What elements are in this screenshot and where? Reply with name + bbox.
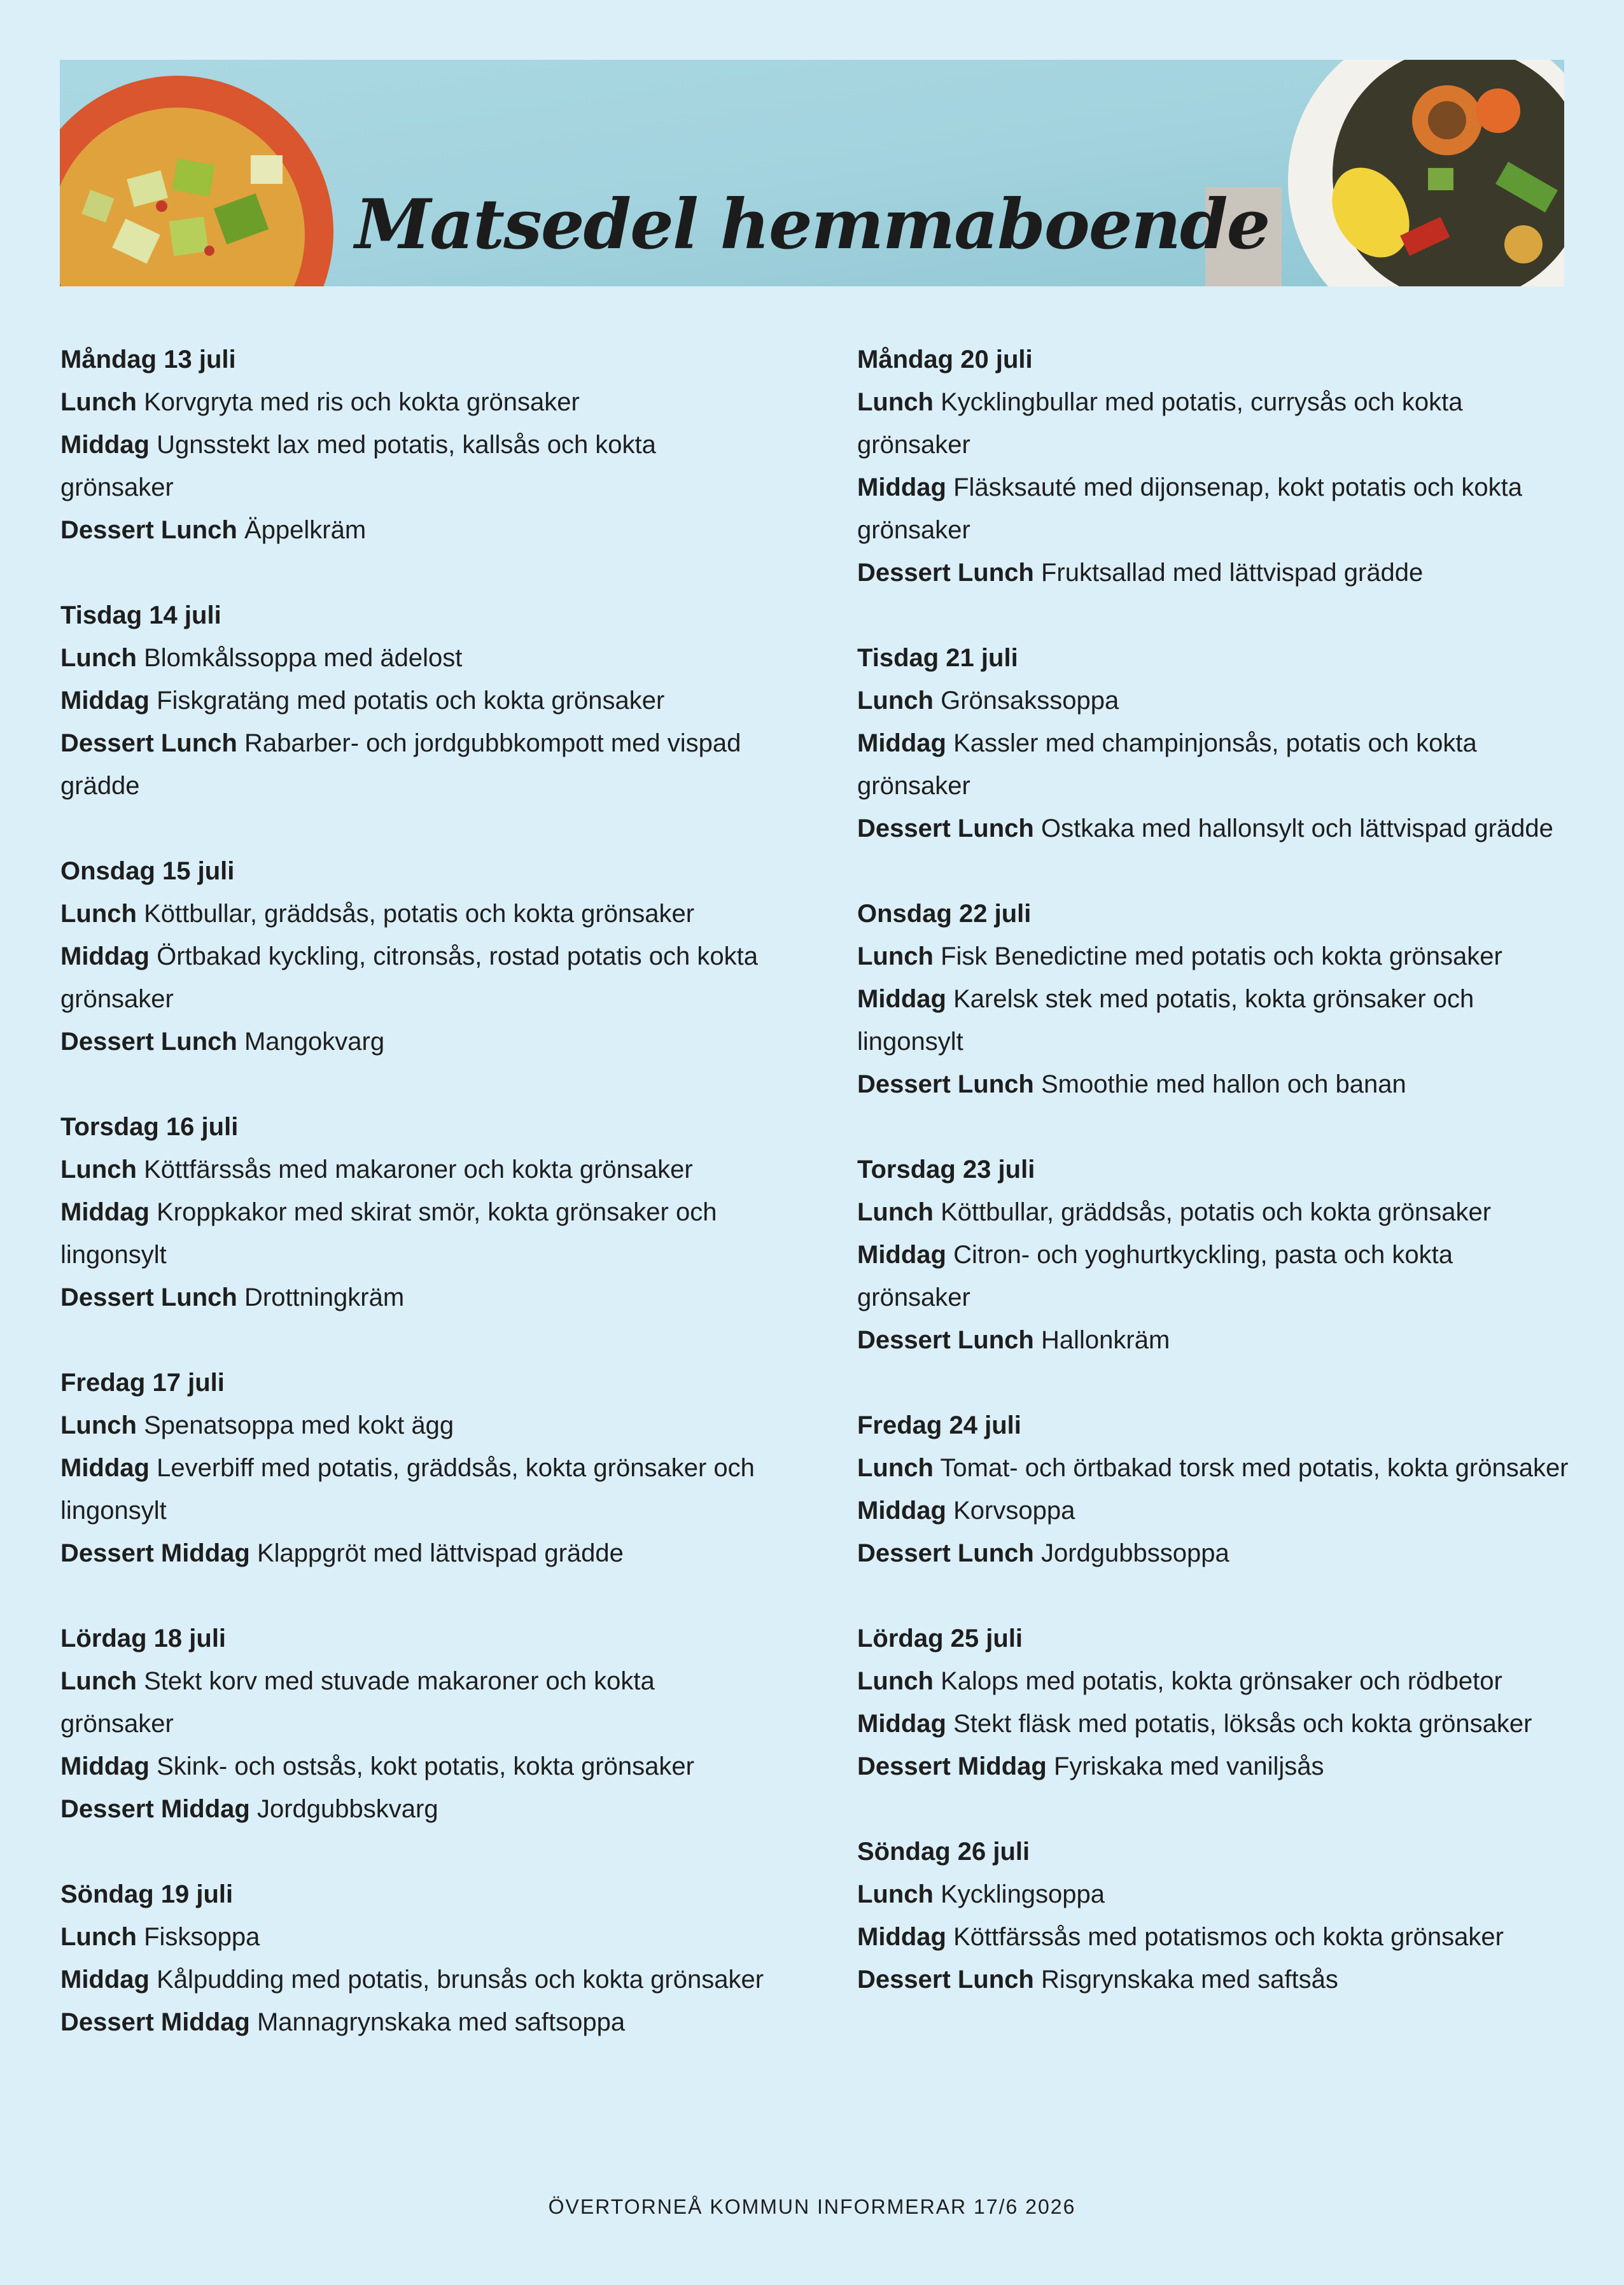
meal-text: Köttbullar, gräddsås, potatis och kokta grönsaker	[941, 1198, 1492, 1226]
meal-text: Kassler med champinjonsås, potatis och kokta grönsaker	[857, 729, 1477, 800]
meal-row	[60, 680, 773, 722]
day-block	[857, 1831, 1570, 2001]
meal-text: Fisk Benedictine med potatis och kokta grönsaker	[941, 942, 1502, 970]
meal-text: Fruktsallad med lättvispad grädde	[1040, 559, 1424, 587]
day-block	[60, 1618, 773, 1831]
meal-label: Dessert Lunch	[857, 1966, 1034, 1994]
meal-row	[857, 552, 1570, 594]
page-title: Matsedel hemmaboende	[354, 185, 1270, 265]
meal-text: Korvsoppa	[953, 1497, 1075, 1525]
day-block	[857, 1404, 1570, 1575]
day-title: Lördag 25 juli	[857, 1625, 1023, 1653]
meal-row	[60, 1660, 773, 1745]
day-title: Lördag 18 juli	[60, 1625, 227, 1653]
meal-text: Drottningkräm	[244, 1283, 405, 1311]
meal-label: Lunch	[60, 1923, 137, 1951]
meal-row	[60, 935, 773, 1021]
meal-text: Fisksoppa	[144, 1923, 260, 1951]
day-title: Tisdag 21 juli	[857, 644, 1018, 672]
day-block	[857, 339, 1570, 594]
meal-row	[60, 893, 773, 935]
meal-row	[60, 381, 773, 424]
meal-text: Hallonkräm	[1040, 1326, 1170, 1354]
day-block	[857, 1149, 1570, 1362]
meal-label: Dessert Lunch	[857, 814, 1034, 842]
day-block	[857, 893, 1570, 1106]
meal-label: Dessert Lunch	[857, 1326, 1034, 1354]
meal-text: Mangokvarg	[244, 1028, 385, 1056]
meal-text: Fyriskaka med vaniljsås	[1053, 1752, 1324, 1780]
meal-row	[857, 1532, 1570, 1575]
meal-row	[60, 1916, 773, 1959]
meal-row	[60, 1404, 773, 1447]
meal-row	[857, 1319, 1570, 1362]
meal-text: Kroppkakor med skirat smör, kokta grönsaker och lingonsylt	[60, 1198, 717, 1269]
meal-text: Kycklingbullar med potatis, currysås och kokta grönsaker	[857, 388, 1463, 459]
meal-label: Middag	[60, 942, 150, 970]
meal-row	[60, 1532, 773, 1575]
meal-row	[857, 807, 1570, 850]
meal-label: Lunch	[60, 1156, 137, 1184]
meal-text: Citron- och yoghurtkyckling, pasta och kokta grönsaker	[857, 1241, 1453, 1311]
day-block	[60, 1362, 773, 1575]
meal-label: Middag	[60, 687, 150, 715]
meal-label: Lunch	[60, 900, 137, 928]
meal-text: Stekt fläsk med potatis, löksås och kokta grönsaker	[953, 1710, 1532, 1738]
meal-row	[60, 1191, 773, 1276]
meal-text: Grönsakssoppa	[941, 687, 1119, 715]
meal-text: Spenatsoppa med kokt ägg	[144, 1411, 454, 1439]
meal-row	[60, 424, 773, 509]
meal-row	[857, 1916, 1570, 1959]
meal-text: Äppelkräm	[244, 516, 367, 544]
meal-text: Leverbiff med potatis, gräddsås, kokta grönsaker och lingonsylt	[60, 1454, 755, 1525]
meal-label: Middag	[60, 431, 150, 459]
meal-label: Dessert Lunch	[60, 516, 237, 544]
day-title: Onsdag 15 juli	[60, 857, 235, 885]
meal-row	[60, 1959, 773, 2001]
meal-label: Dessert Middag	[60, 2008, 250, 2036]
meal-text: Korvgryta med ris och kokta grönsaker	[144, 388, 580, 416]
meal-label: Dessert Middag	[60, 1539, 250, 1567]
day-title: Torsdag 23 juli	[857, 1156, 1035, 1184]
meal-row	[857, 466, 1570, 552]
meal-text: Fiskgratäng med potatis och kokta grönsaker	[157, 687, 665, 715]
meal-row	[857, 1703, 1570, 1745]
day-block	[60, 1873, 773, 2044]
meal-label: Middag	[857, 729, 946, 757]
meal-text: Klappgröt med lättvispad grädde	[256, 1539, 624, 1567]
meal-row	[60, 1276, 773, 1319]
meal-label: Lunch	[857, 942, 934, 970]
meal-label: Lunch	[60, 644, 137, 672]
meal-row	[60, 1447, 773, 1532]
meal-label: Lunch	[857, 1667, 934, 1695]
menu-column-left	[60, 339, 773, 2086]
header-banner	[60, 60, 1564, 286]
meal-text: Smoothie med hallon och banan	[1040, 1070, 1406, 1098]
meal-row	[60, 1788, 773, 1831]
meal-row	[857, 1873, 1570, 1916]
meal-label: Middag	[60, 1752, 150, 1780]
meal-label: Lunch	[60, 388, 137, 416]
footer-text: ÖVERTORNEÅ KOMMUN INFORMERAR 17/6 2026	[548, 2195, 1076, 2218]
meal-row	[60, 1021, 773, 1063]
day-title: Söndag 19 juli	[60, 1880, 234, 1908]
meal-label: Middag	[60, 1198, 150, 1226]
meal-row	[857, 935, 1570, 978]
meal-label: Lunch	[60, 1667, 137, 1695]
meal-text: Ostkaka med hallonsylt och lättvispad grädde	[1040, 814, 1553, 842]
meal-label: Lunch	[60, 1411, 137, 1439]
meal-label: Dessert Lunch	[60, 729, 237, 757]
meal-row	[857, 1063, 1570, 1106]
meal-text: Tomat- och örtbakad torsk med potatis, kokta grönsaker	[940, 1454, 1569, 1482]
meal-label: Lunch	[857, 687, 934, 715]
meal-row	[60, 509, 773, 552]
day-title: Måndag 20 juli	[857, 346, 1033, 374]
meal-label: Dessert Lunch	[60, 1028, 237, 1056]
meal-text: Örtbakad kyckling, citronsås, rostad potatis och kokta grönsaker	[60, 942, 758, 1013]
meal-text: Kalops med potatis, kokta grönsaker och rödbetor	[941, 1667, 1502, 1695]
day-block	[857, 637, 1570, 850]
meal-label: Lunch	[857, 388, 934, 416]
meal-text: Jordgubbssoppa	[1040, 1539, 1229, 1567]
meal-text: Jordgubbskvarg	[256, 1795, 438, 1823]
day-title: Torsdag 16 juli	[60, 1113, 239, 1141]
meal-label: Dessert Lunch	[857, 1070, 1034, 1098]
meal-text: Rabarber- och jordgubbkompott med vispad grädde	[60, 729, 741, 800]
meal-text: Kålpudding med potatis, brunsås och kokta grönsaker	[157, 1966, 764, 1994]
meal-label: Middag	[857, 1710, 946, 1738]
meal-label: Dessert Middag	[60, 1795, 250, 1823]
day-block	[60, 850, 773, 1063]
meal-label: Dessert Lunch	[857, 559, 1034, 587]
day-block	[60, 339, 773, 552]
meal-row	[857, 1447, 1570, 1490]
meal-label: Middag	[857, 1497, 946, 1525]
day-title: Tisdag 14 juli	[60, 601, 221, 629]
meal-text: Köttfärssås med makaroner och kokta grönsaker	[144, 1156, 693, 1184]
meal-row	[857, 1234, 1570, 1319]
day-title: Fredag 17 juli	[60, 1369, 225, 1397]
meal-text: Stekt korv med stuvade makaroner och kokta grönsaker	[60, 1667, 655, 1738]
meal-text: Risgrynskaka med saftsås	[1040, 1966, 1338, 1994]
day-title: Måndag 13 juli	[60, 346, 236, 374]
meal-label: Middag	[857, 1923, 946, 1951]
meal-row	[857, 722, 1570, 807]
meal-text: Blomkålssoppa med ädelost	[144, 644, 463, 672]
meal-row	[857, 1745, 1570, 1788]
meal-label: Dessert Lunch	[60, 1283, 237, 1311]
meal-label: Middag	[60, 1454, 150, 1482]
meal-label: Middag	[60, 1966, 150, 1994]
day-title: Söndag 26 juli	[857, 1838, 1030, 1866]
meal-text: Ugnsstekt lax med potatis, kallsås och kokta grönsaker	[60, 431, 656, 501]
meal-row	[60, 637, 773, 680]
meal-row	[60, 1149, 773, 1191]
meal-row	[60, 722, 773, 807]
meal-row	[857, 1191, 1570, 1234]
meal-text: Kycklingsoppa	[941, 1880, 1105, 1908]
meal-text: Köttbullar, gräddsås, potatis och kokta grönsaker	[144, 900, 695, 928]
meal-text: Mannagrynskaka med saftsoppa	[256, 2008, 626, 2036]
meal-row	[857, 1490, 1570, 1532]
day-block	[60, 1106, 773, 1319]
meal-row	[857, 680, 1570, 722]
meal-text: Köttfärssås med potatismos och kokta grönsaker	[953, 1923, 1504, 1951]
meal-row	[857, 1959, 1570, 2001]
meal-row	[857, 1660, 1570, 1703]
meal-label: Dessert Middag	[857, 1752, 1047, 1780]
day-title: Onsdag 22 juli	[857, 900, 1032, 928]
meal-row	[857, 978, 1570, 1063]
meal-label: Lunch	[857, 1198, 934, 1226]
meal-label: Middag	[857, 985, 946, 1013]
meal-label: Lunch	[857, 1454, 934, 1482]
meal-row	[60, 1745, 773, 1788]
meal-row	[857, 381, 1570, 466]
day-block	[857, 1618, 1570, 1788]
menu-column-right	[857, 339, 1570, 2044]
day-block	[60, 594, 773, 807]
meal-label: Middag	[857, 473, 946, 501]
day-title: Fredag 24 juli	[857, 1411, 1021, 1439]
meal-text: Skink- och ostsås, kokt potatis, kokta grönsaker	[157, 1752, 694, 1780]
meal-label: Middag	[857, 1241, 946, 1269]
meal-label: Dessert Lunch	[857, 1539, 1034, 1567]
meal-text: Karelsk stek med potatis, kokta grönsaker och lingonsylt	[857, 985, 1474, 1056]
meal-row	[60, 2001, 773, 2044]
meal-label: Lunch	[857, 1880, 934, 1908]
meal-text: Fläsksauté med dijonsenap, kokt potatis och kokta grönsaker	[857, 473, 1522, 544]
